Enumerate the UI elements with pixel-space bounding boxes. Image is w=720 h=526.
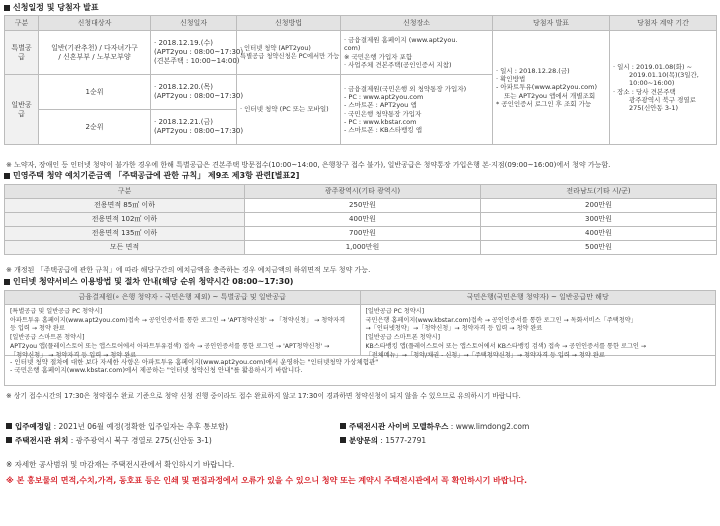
showroom-location: 주택전시관 위치 : 광주광역시 북구 경열로 275(신안동 3-1) <box>6 436 212 445</box>
square-bullet-icon <box>340 423 346 429</box>
table-row: 전용면적 135㎡ 이하 700만원 400만원 <box>5 227 717 241</box>
special-place: · 금융결제원 홈페이지 (www.apt2you. com) ※ 국민은행 가입자 포함 · 사업주체 견본주택(공인인증서 지참) <box>341 31 493 75</box>
contract-cell: · 일시 : 2019.01.08(화) ~ 2019.01.10(목)(3일간, 10:00~16:00) · 장소 : 당사 견본주택 광주광역시 북구 경열로 275(신안동 3-1) <box>610 31 717 145</box>
general-method: · 인터넷 청약 (PC 또는 모바일) <box>237 75 341 145</box>
header-category: 구분 <box>5 16 39 31</box>
deposit-header-category: 구분 <box>5 185 245 199</box>
section-title-text: 인터넷 청약서비스 이용방법 및 절차 안내(해당 순위 청약시간 08:00~17:30) <box>13 277 294 286</box>
header-method: 신청방법 <box>237 16 341 31</box>
move-in-date: 입주예정일 : 2021년 06월 예정(정확한 입주일자는 추후 통보함) <box>6 422 228 431</box>
square-bullet-icon <box>4 279 10 285</box>
box-bottom-notes: - 인터넷 청약 절차에 대한 보다 자세한 사항은 아파트투유 홈페이지(www.apt2you.com)에서 운영하는 "인터넷청약 가상체험관" - 국민은행 홈페이지(www.kbstar.com)에서 제공하는 "인터넷 청약신청 안내"를 활용하시기 바랍니다. <box>5 355 715 376</box>
internet-apply-box <box>4 290 716 386</box>
general-supply-label: 일반공급 <box>5 75 39 145</box>
note-deadline: ※ 상기 접수시간의 17:30은 청약접수 완료 기준으로 청약 신청 진행 중이라도 접수 완료하지 않고 17:30이 경과하면 청약신청이 되지 않을 수 있으므로 유의하시기 바랍니다. <box>6 392 521 400</box>
table-row: 전용면적 102㎡ 이하 400만원 300만원 <box>5 213 717 227</box>
special-target: 일반(기관추천) / 다자녀가구 / 신혼부부 / 노부모부양 <box>39 31 151 75</box>
special-method: · 인터넷 청약 (APT2you) 특별공급 청약신청은 PC에서만 가능 <box>237 31 341 75</box>
special-date: · 2018.12.19.(수) (APT2you : 08:00~17:30) (견본주택 : 10:00~14:00) <box>151 31 237 75</box>
header-target: 신청대상자 <box>39 16 151 31</box>
rank1-date: · 2018.12.20.(목) (APT2you : 08:00~17:30) <box>151 75 237 110</box>
general-place: · 금융결제원(국민은행 외 청약통장 가입자) - PC : www.apt2you.com - 스마트폰 : APT2you 앱 · 국민은행 청약통장 가입자 - PC : www.kbstar.com - 스마트폰 : KB스타뱅킹 앱 <box>341 75 493 145</box>
box-right-steps: [일반공급 PC 청약시] 국민은행 홈페이지(www.kbstar.com)접속 → 공인인증서를 통한 로그인 → 독화서비스「주택청약」 →「인터넷청약」→「청약신청」→ 청약자격 등 입력 → 청약 완료 [일반공급 스마트폰 청약시] KB스타뱅킹 앱(플레이스토어 또는 앱스토어에서 KB스타뱅킹 검색) 접속 → 공인인증서를 통한 로그인 → 「전체메뉴」→「청약/채권 - 신청」→「주택청약신청」→ 청약자격 등 입력 → 청약 완료 <box>365 307 647 359</box>
rank1-label: 1순위 <box>39 75 151 110</box>
square-bullet-icon <box>4 5 10 11</box>
box-head-kb: 국민은행(국민은행 청약자) ~ 일반공급만 해당 <box>466 293 609 301</box>
table-row: 모든 면적 1,000만원 500만원 <box>5 241 717 255</box>
deposit-table <box>4 184 717 255</box>
header-date: 신청일자 <box>151 16 237 31</box>
schedule-table <box>4 15 717 145</box>
header-contract: 당첨자 계약 기간 <box>610 16 717 31</box>
footnote-disclaimer: ※ 본 홍보물의 면적,수치,가격, 동호표 등은 인쇄 및 편집과정에서 오류가 있을 수 있으니 청약 또는 계약시 주택전시관에서 꼭 확인하시기 바랍니다. <box>6 476 528 485</box>
section-title-schedule <box>4 3 99 13</box>
box-head-kftc: 금융결제원(∘ 은행 청약자 - 국민은행 제외) ~ 특별공급 및 일반공급 <box>5 291 361 304</box>
header-place: 신청장소 <box>341 16 493 31</box>
deposit-header-jeonnam: 전라남도(기타 시/군) <box>481 185 717 199</box>
note-offline-apply: ※ 노약자, 장애인 등 인터넷 청약이 불가한 경우에 한해 특별공급은 견본주택 방문접수(10:00~14:00, 은행창구 접수 불가), 일반공급은 청약통장 가입은행 본·지점(09:00~16:00)에서 청약 가능함. <box>6 161 611 169</box>
box-left-steps: [특별공급 및 일반공급 PC 청약시] 아파트투유 홈페이지(www.apt2you.com)접속 → 공인인증서를 통한 로그인 → 'APT청약신청' → 「청약신청」 → 청약자격 등 입력 → 청약 완료 [일반공급 스마트폰 청약시] APT2you 앱(플레이스토어 또는 앱스토어에서 아파트투유검색) 접속 → 공인인증서를 통한 로그인 → 'APT청약신청' → 「청약신청」 → 청약자격 등 입력 → 청약 완료 <box>5 305 361 355</box>
section-title-deposit <box>4 171 299 181</box>
rank2-date: · 2018.12.21.(금) (APT2you : 08:00~17:30) <box>151 110 237 145</box>
square-bullet-icon <box>6 423 12 429</box>
footnote-materials: ※ 자세한 공사범위 및 마감재는 주택전시관에서 확인하시기 바랍니다. <box>6 460 235 469</box>
rank2-label: 2순위 <box>39 110 151 145</box>
header-announce: 당첨자 발표 <box>493 16 610 31</box>
square-bullet-icon <box>6 437 12 443</box>
square-bullet-icon <box>4 173 10 179</box>
square-bullet-icon <box>340 437 346 443</box>
announce-cell: · 일시 : 2018.12.28.(금) · 확인방법 - 아파트투유(www.apt2you.com) 또는 APT2you 앱에서 개별조회 * 공인인증서 로그인 후 조회 가능 <box>493 31 610 145</box>
table-row: 전용면적 85㎡ 이하 250만원 200만원 <box>5 199 717 213</box>
cyber-model-house: 주택전시관 사이버 모델하우스 : www.limdong2.com <box>340 422 529 431</box>
section-title-text: 신청일정 및 당첨자 발표 <box>13 3 99 12</box>
special-supply-label: 특별공급 <box>5 31 39 75</box>
note-deposit-rule: ※ 개정된 「주택공급에 관한 규칙」에 따라 해당구간의 예치금액을 충족하는 경우 예치금액의 하위면적 모두 청약 가능. <box>6 266 371 274</box>
deposit-header-gwangju: 광주광역시(기타 광역시) <box>245 185 481 199</box>
sales-inquiry: 분양문의 : 1577-2791 <box>340 436 426 445</box>
section-title-internet-apply <box>4 277 293 287</box>
section-title-text: 민영주택 청약 예치기준금액 「주택공급에 관한 규칙」 제9조 제3항 관련[별표2] <box>13 171 300 180</box>
